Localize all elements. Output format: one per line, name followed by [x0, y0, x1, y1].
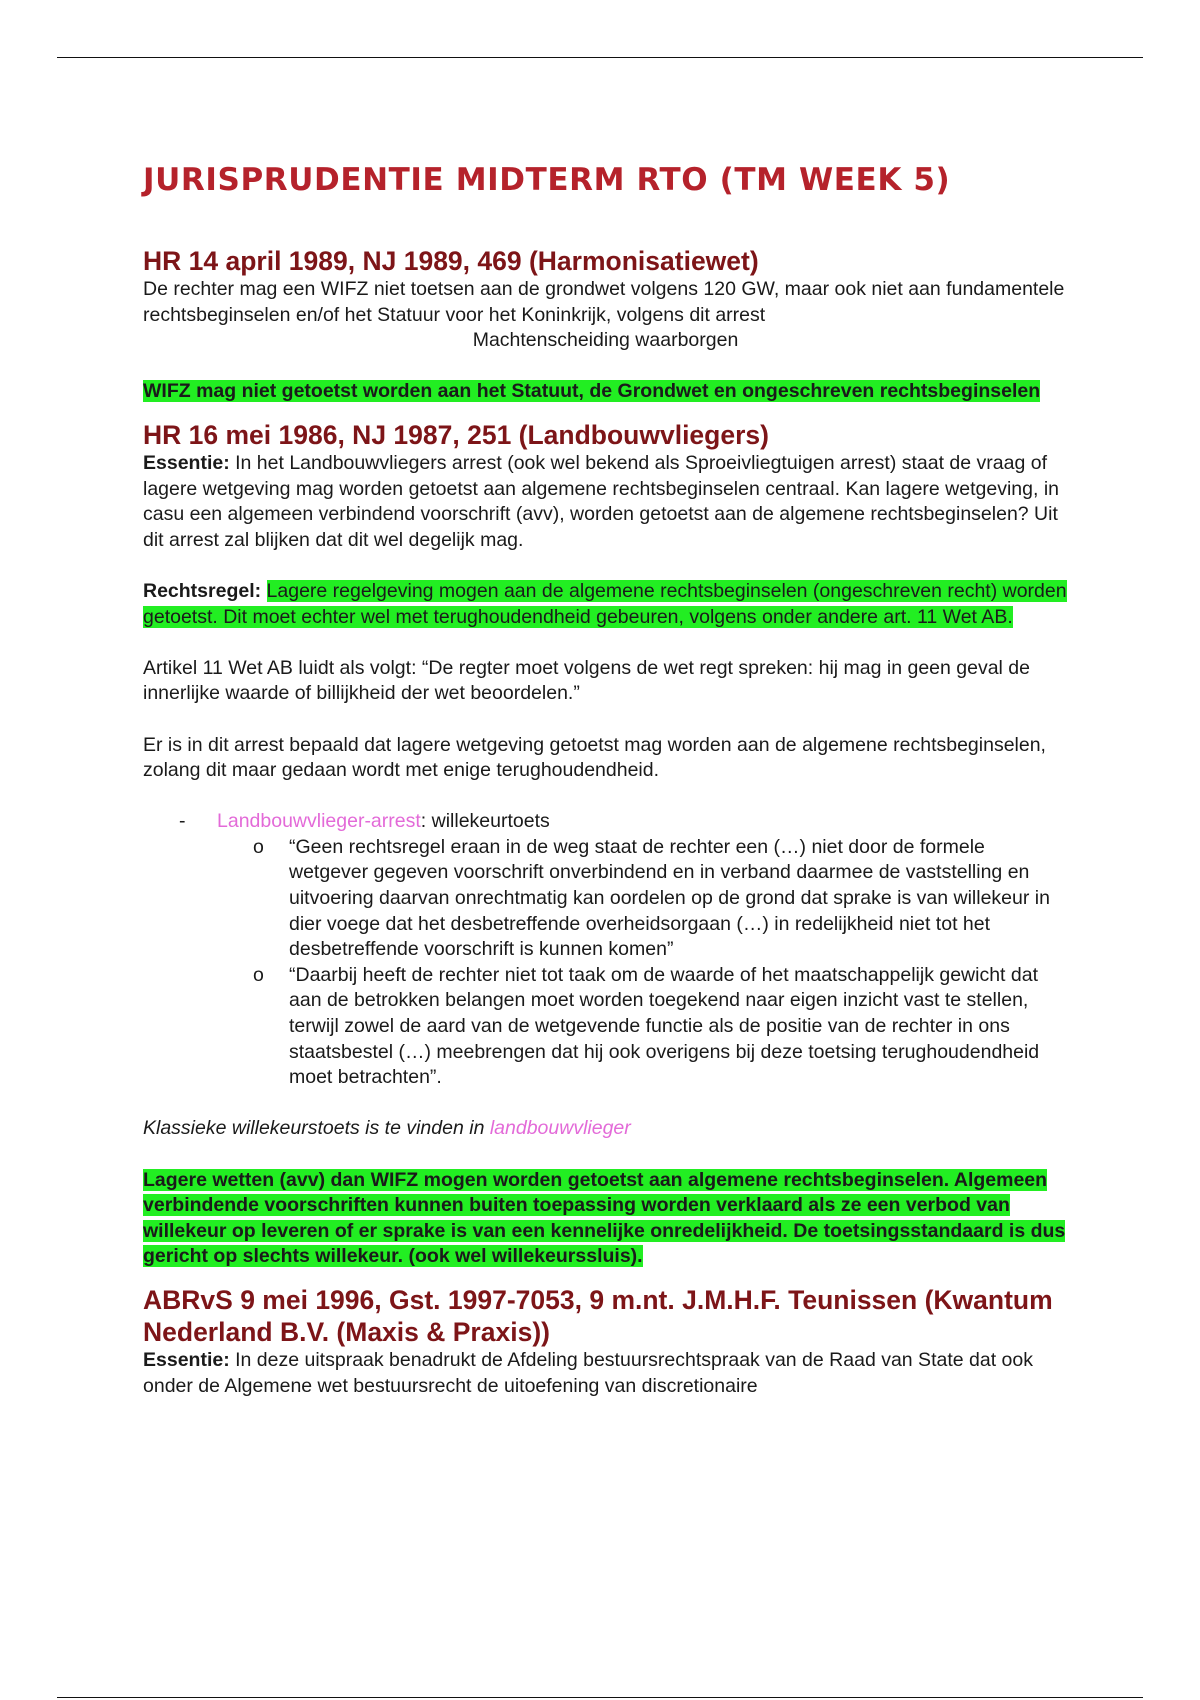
centered-note: Machtenscheiding waarborgen — [472, 329, 739, 352]
case-text: De rechter mag een WIFZ niet toetsen aan de grondwet volgens 120 GW, maar ook niet aan fundamentele rechtsbeginselen en/of het Statuur voor het Koninkrijk, volgens dit arrest — [143, 278, 1065, 326]
klassieke-text: Klassieke willekeurstoets is te vinden in — [143, 1117, 490, 1140]
case-heading-harmonisatiewet: HR 14 april 1989, NJ 1989, 469 (Harmonisatiewet) — [143, 246, 759, 276]
essentie-text: In het Landbouwvliegers arrest (ook wel bekend als Sproeivliegtuigen arrest) staat de vraag of lagere wetgeving mag worden getoetst aan algemene rechtsbeginselen centraal. Kan lagere wetgeving, in casu een algemeen verbindend voorschrift (avv), worden getoetst aan de algemene rechtsbeginselen? Uit dit arrest zal blijken dat dit wel degelijk mag. — [143, 451, 1060, 551]
landbouwvlieger-link[interactable]: Landbouwvlieger-arrest — [217, 810, 421, 833]
willekeur-list — [143, 809, 1068, 1091]
highlight-summary — [143, 1168, 1068, 1270]
case-heading-kwantum: ABRvS 9 mei 1996, Gst. 1997-7053, 9 m.nt. J.M.H.F. Teunissen (Kwantum Nederland B.V. (Maxis & Praxis)) — [143, 1284, 1053, 1347]
highlighted-text: Lagere wetten (avv) dan WIFZ mogen worden getoetst aan algemene rechtsbeginselen. Algemeen verbindende voorschriften kunnen buiten toepassing worden verklaard als ze een verbod van willekeur op leveren of er sprake is van een kennelijke onredelijkheid. De toetsingsstandaard is dus gericht op slechts willekeur. (ook wel willekeurssluis). — [143, 1168, 1066, 1268]
quote-item — [143, 835, 1068, 963]
case-harmonisatiewet — [143, 245, 1068, 405]
dash-bullet: - — [179, 810, 186, 833]
highlighted-text: WIFZ mag niet getoetst worden aan het Statuut, de Grondwet en ongeschreven rechtsbeginselen — [143, 380, 1041, 403]
landbouwvlieger-link-2[interactable]: landbouwvlieger — [489, 1117, 631, 1140]
bepaald-paragraph: Er is in dit arrest bepaald dat lagere wetgeving getoetst mag worden aan de algemene rechtsbeginselen, zolang dit maar gedaan wordt met enige terughoudendheid. — [143, 733, 1046, 782]
essentie-label: Essentie: — [143, 1348, 230, 1371]
quote-list — [217, 835, 1068, 1091]
highlight-conclusion — [143, 379, 1068, 405]
rechtsregel-label: Rechtsregel: — [143, 579, 262, 602]
list-item — [143, 809, 1068, 1091]
case-paragraph — [143, 277, 1068, 354]
klassieke-note — [143, 1116, 1068, 1142]
artikel-paragraph: Artikel 11 Wet AB luidt als volgt: “De regter moet volgens de wet regt spreken: hij mag in geen geval de innerlijke waarde of billijkheid der wet beoordelen.” — [143, 656, 1030, 705]
list-item-text: : willekeurtoets — [420, 810, 550, 833]
quote-text: “Daarbij heeft de rechter niet tot taak om de waarde of het maatschappelijk gewicht dat aan de betrokken belangen moet worden toegekend naar eigen inzicht vast te stellen, terwijl zowel de aard van de wetgevende functie als de positie van de rechter in ons staatsbestel (…) meebrengen dat hij ook overigens bij deze toetsing terughoudendheid moet betrachten”. — [289, 963, 1040, 1089]
case-heading-landbouwvliegers: HR 16 mei 1986, NJ 1987, 251 (Landbouwvliegers) — [143, 419, 769, 450]
rechtsregel-paragraph — [143, 579, 1068, 630]
document-title: JURISPRUDENTIE MIDTERM RTO (TM WEEK 5) — [143, 162, 951, 198]
essentie-text: In deze uitspraak benadrukt de Afdeling bestuursrechtspraak van de Raad van State dat ook onder de Algemene wet bestuursrecht de uitoefening van discretionaire — [143, 1348, 1033, 1397]
essentie-label: Essentie: — [143, 451, 230, 474]
document-page — [143, 160, 1068, 1399]
top-rule — [57, 57, 1143, 58]
bottom-rule — [57, 1697, 1143, 1698]
essentie-paragraph — [143, 451, 1068, 553]
essentie-paragraph — [143, 1348, 1068, 1399]
rechtsregel-text: Lagere regelgeving mogen aan de algemene rechtsbeginselen (ongeschreven recht) worden getoetst. Dit moet echter wel met terughoudendheid gebeuren, volgens onder andere art. 11 Wet AB. — [143, 579, 1067, 628]
case-kwantum — [143, 1284, 1068, 1399]
circle-bullet: o — [253, 963, 264, 986]
circle-bullet: o — [253, 835, 264, 858]
case-landbouwvliegers — [143, 419, 1068, 1270]
quote-text: “Geen rechtsregel eraan in de weg staat de rechter een (…) niet door de formele wetgever gegeven voorschrift onverbindend en in verband daarmee de vaststelling en uitvoering daarvan onrechtmatig kan oordelen op de grond dat sprake is van willekeur in dier voege dat het desbetreffende overheidsorgaan (…) in redelijkheid niet tot het desbetreffende voorschrift is kunnen komen” — [289, 835, 1050, 961]
quote-item — [143, 963, 1068, 1091]
